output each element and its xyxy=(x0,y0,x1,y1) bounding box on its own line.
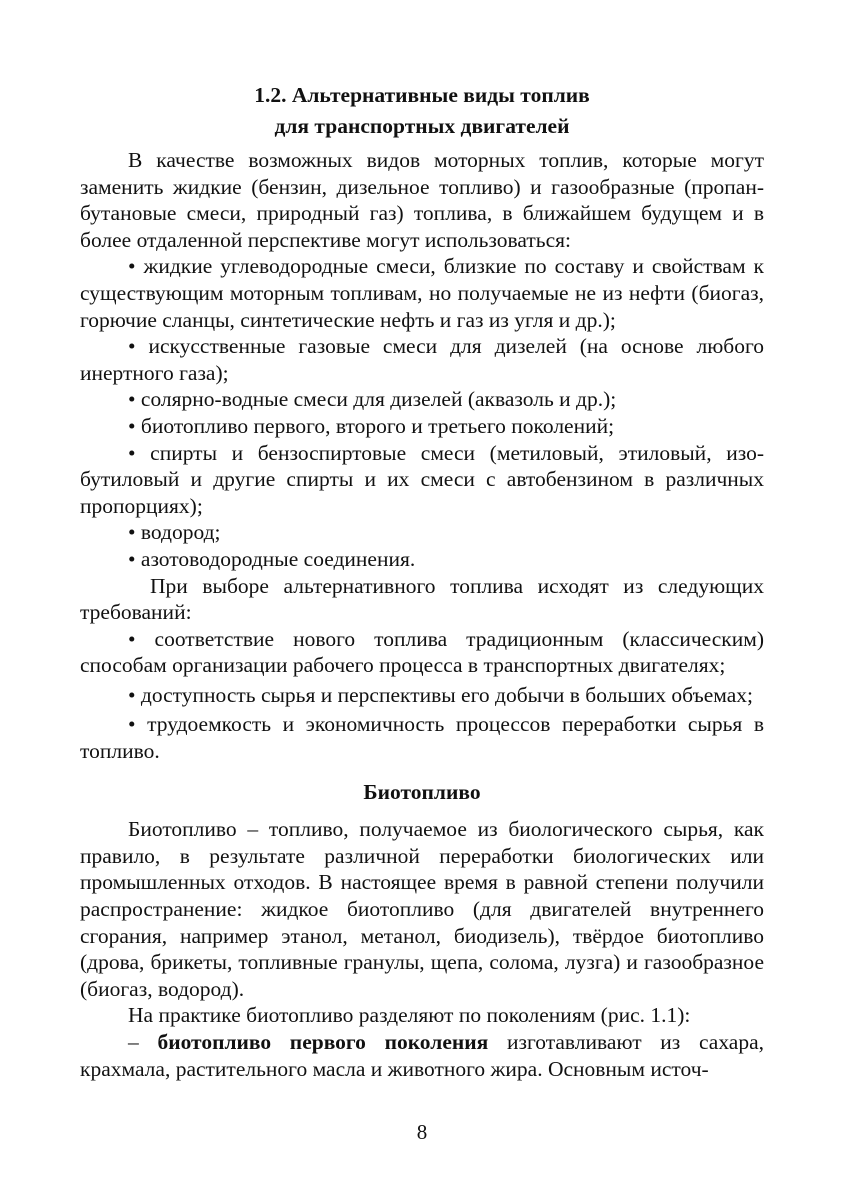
generations-paragraph: На практике биотопливо разделяют по поколениям (рис. 1.1): xyxy=(128,1003,691,1028)
first-generation-term: биотопливо первого поколения xyxy=(157,1030,489,1054)
page-number: 8 xyxy=(416,1120,428,1144)
requirement-item: • доступность сырья и перспективы его добычи в больших объемах; xyxy=(128,682,753,707)
fuel-type-item: • жидкие углеводородные смеси, близкие по составу и свойствам к существующим моторным топливам, но получаемые не из нефти (биогаз, горючие сланцы, синтетические нефть и газ из угля и др.); xyxy=(80,254,764,332)
requirement-item: • трудоемкость и экономичность процессов переработки сырья в топливо. xyxy=(80,712,764,764)
first-generation-text: изготавливают из сахара, крахмала, растительного масла и животного жира. Основным источ- xyxy=(80,1030,765,1081)
fuel-type-item: • азотоводородные соединения. xyxy=(128,546,416,571)
dash: – xyxy=(128,1030,158,1054)
heading-line-2: для транспортных двигателей xyxy=(274,114,570,138)
fuel-type-item: • биотопливо первого, второго и третьего поколений; xyxy=(128,413,615,438)
requirement-item: • соответствие нового топлива традиционным (классическим) способам организации рабочего процесса в транспортных двигателях; xyxy=(80,626,764,678)
fuel-type-item: • водород; xyxy=(128,520,221,545)
fuel-type-item: • искусственные газовые смеси для дизелей (на основе любого инертного газа); xyxy=(80,334,764,385)
section-heading xyxy=(80,80,764,142)
heading-line-1: 1.2. Альтернативные виды топлив xyxy=(254,83,590,107)
fuel-type-item: • солярно-водные смеси для дизелей (аквазоль и др.); xyxy=(128,387,617,412)
requirements-intro: При выборе альтернативного топлива исходят из следующих требований: xyxy=(80,573,764,625)
subsection-title: Биотопливо xyxy=(363,779,481,804)
biofuel-definition-paragraph: Биотопливо – топливо, получаемое из биологического сырья, как правило, в результате различной переработки биологических или промышленных отходов. В настоящее время в равной степени получили распространение: жидкое биотопливо (для двигателей внутреннего сгорания, например этанол, метанол, биодизель), твёрдое биотопливо (дрова, брикеты, топливные гранулы, щепа, солома, лузга) и газообразное (биогаз, водород). xyxy=(80,817,764,1001)
first-generation-paragraph xyxy=(80,1029,764,1082)
fuel-type-item: • спирты и бензоспиртовые смеси (метиловый, этиловый, изобутиловый и другие спирты и их смеси с автобензином в различных пропорциях); xyxy=(80,440,764,518)
intro-paragraph: В качестве возможных видов моторных топлив, которые могут заменить жидкие (бензин, дизельное топливо) и газообразные (пропан-бутановые смеси, природный газ) топлива, в ближайшем будущем и в более отдаленной перспективе могут использоваться: xyxy=(80,148,764,252)
body-text xyxy=(80,147,764,1082)
